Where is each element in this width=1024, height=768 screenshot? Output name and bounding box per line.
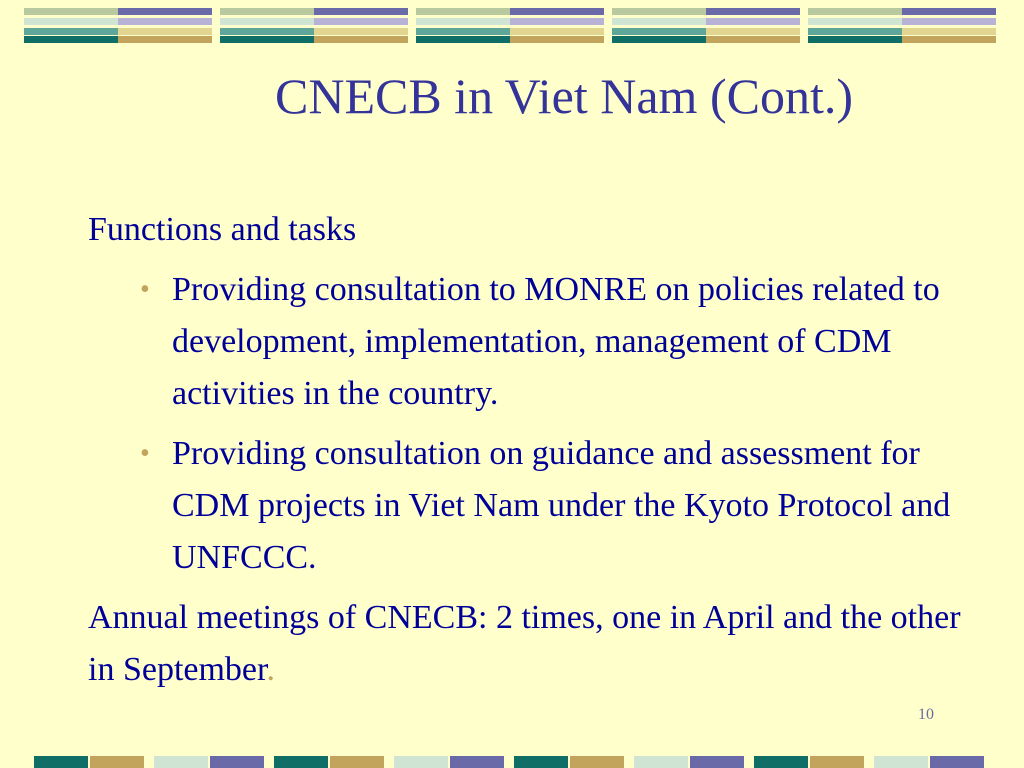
top-decorative-block [416,8,604,46]
bottom-decorative-segment [570,756,624,768]
bullet-text: Providing consultation on guidance and assessment for CDM projects in Viet Nam under the Kyoto Protocol and UNFCCC. [172,435,951,576]
bottom-decorative-segment [634,756,688,768]
bottom-decorative-segment [34,756,88,768]
bottom-decorative-segment [274,756,328,768]
slide-title: CNECB in Viet Nam (Cont.) [274,68,853,124]
page-number: 10 [918,706,934,723]
top-decorative-block [220,8,408,46]
slide-body [88,204,988,696]
bottom-decorative-segment [874,756,928,768]
bottom-decorative-segment [810,756,864,768]
list-item [88,428,988,584]
bullet-list [88,264,988,584]
closing-text [88,592,988,696]
top-decorative-block [612,8,800,46]
bottom-decorative-segment [754,756,808,768]
bottom-decorative-segment [330,756,384,768]
closing-sentence: Annual meetings of CNECB: 2 times, one in April and the other in September [88,599,961,688]
top-decorative-block [24,8,212,46]
top-decorative-banner [24,8,1004,46]
bottom-decorative-segment [90,756,144,768]
intro-text: Functions and tasks [88,211,357,248]
bullet-text: Providing consultation to MONRE on policies related to development, implementation, management of CDM activities in the country. [172,271,940,412]
bottom-decorative-segment [210,756,264,768]
bottom-decorative-segment [514,756,568,768]
bottom-decorative-segment [450,756,504,768]
bottom-decorative-segment [930,756,984,768]
bottom-decorative-bar [34,756,990,768]
closing-period: . [266,651,275,688]
top-decorative-block [808,8,996,46]
bottom-decorative-segment [690,756,744,768]
bottom-decorative-segment [154,756,208,768]
bottom-decorative-segment [394,756,448,768]
bullet-icon: • [140,438,150,469]
list-item [88,264,988,420]
bullet-icon: • [140,274,150,305]
